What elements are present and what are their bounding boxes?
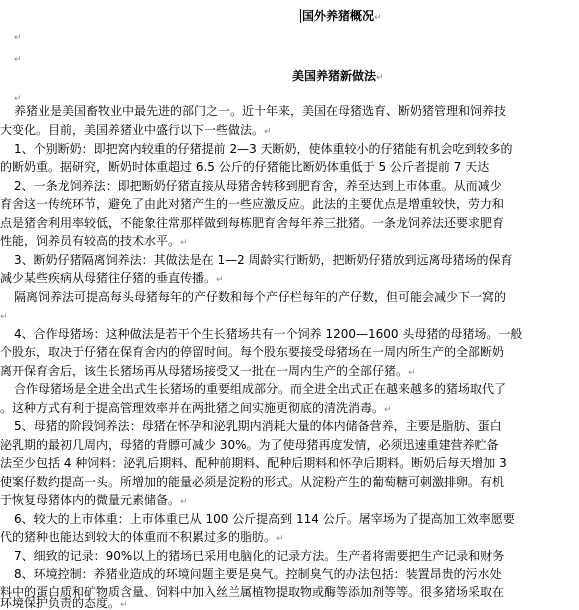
line-text: 点是猪舍利用率较低，不能象往常那样做到每栋肥育舍每年养三批猪。一条龙饲养法还要求肥育 [0,216,505,230]
body-line [0,324,579,344]
line-text: 性能，饲养员有较高的技术水平。 [0,234,181,248]
line-text: 5、母猪的阶段饲养法：母猪在怀孕和泌乳期内消耗大量的体内储备营养，主要是脂肪、蛋白 [14,419,502,433]
body-line [0,596,579,610]
body-line [0,139,579,159]
body-line [0,305,579,325]
body-line [0,509,579,529]
paragraph-mark-icon: ↵ [376,73,384,83]
line-text: 减少某些疾病从母猪往仔猪的垂直传播。 [0,271,217,285]
body-line [0,231,579,251]
line-text: 离开保育舍后，该生长猪场再从母猪场接受又一批在一周内生产的全部仔猪。 [0,364,409,378]
title-line [0,6,579,26]
paragraph-mark-icon: ↵ [120,600,128,610]
body-line [0,157,579,177]
line-text: 隔离饲养法可提高每头母猪每年的产仔数和每个产仔栏每年的产仔数，但可能会减少下一窝的 [14,290,507,304]
line-text: 1、个别断奶：即把窝内较重的仔猪提前 2—3 天断奶，使体重较小的仔猪能有机会吃到较多的 [14,142,513,156]
body-line [0,416,579,436]
body-line [0,361,579,381]
line-text: 于恢复母猪体内的微量元素储备。 [0,493,181,507]
body-line [0,194,579,214]
paragraph-mark-icon: ↵ [276,534,284,544]
line-text: 6、较大的上市体重：上市体重已从 100 公斤提高到 114 公斤。屠宰场为了提高加工效率愿要 [14,512,515,526]
body-line [0,546,579,566]
line-text: 合作母猪场是全进全出式生长猪场的重要组成部分。而全进全出式正在越来越多的猪场取代了 [14,382,507,396]
line-text: 环境保护负责的态度。 [0,596,121,610]
page-title: 国外养猪概况 [302,9,375,23]
empty-paragraph [0,48,579,68]
line-text: 的断奶重。据研究，断奶时体重超过 6.5 公斤的仔猪能比断奶体重低于 5 公斤者提前 7 天达 [0,160,490,174]
body-line [0,250,579,270]
paragraph-mark-icon: ↵ [14,94,22,104]
line-text: 泌乳期的最初几周内，母猪的背膘可减少 30%。为了使母猪再度发情，必须迅速重建营养贮备 [0,438,499,452]
line-text: 养猪业是美国畜牧业中最先进的部门之一。近十年来，美国在母猪选育、断奶猪管理和饲养技 [14,104,507,118]
subtitle-line [0,66,579,86]
paragraph-mark-icon: ↵ [14,55,22,65]
body-line [0,453,579,473]
body-line [0,287,579,307]
line-text: 大变化。目前，美国养猪业中盛行以下一些做法。 [0,123,265,137]
body-line [0,176,579,196]
line-text: 4、合作母猪场：这种做法是若干个生长猪场共有一个饲养 1200—1600 头母猪的母猪场。一般 [14,327,523,341]
body-line [0,398,579,418]
body-line [0,268,579,288]
line-text: 使案仔数约提高一头。所增加的能量必须是淀粉的形式。从淀粉产生的葡萄糖可刺激排卵。有机 [0,475,505,489]
empty-paragraph [0,26,579,46]
body-line [0,379,579,399]
body-line [0,564,579,584]
line-text: 个股东，取决于仔猪在保育舍内的停留时间。每个股东要接受母猪场在一周内所生产的全部断奶 [0,345,505,359]
paragraph-mark-icon: ↵ [264,127,272,137]
paragraph-mark-icon: ↵ [0,312,8,322]
paragraph-mark-icon: ↵ [180,497,188,507]
line-text: 育舍这一传统环节，避免了由此对猪产生的一些应激反应。此法的主要优点是增重较快，劳力和 [0,197,505,211]
line-text: 3、断奶仔猪隔离饲养法：其做法是在 1—2 周龄实行断奶，把断奶仔猪放到远离母猪场的保育 [14,253,513,267]
body-line [0,527,579,547]
paragraph-mark-icon: ↵ [384,405,392,415]
line-text: 料中的蛋白质和矿物质含量、饲料中加入丝兰属植物提取物或酶等添加剂等等。很多猪场采取在 [0,585,505,599]
line-text: 。这种方式有利于提高管理效率并在两批猪之间实施更彻底的清洗消毒。 [0,401,385,415]
paragraph-mark-icon: ↵ [216,275,224,285]
line-text: 7、细致的记录：90%以上的猪场已采用电脑化的记录方法。生产者将需要把生产记录和财务 [14,549,505,563]
line-text: 代的猪种也能达到较大的体重而不积累过多的脂肪。 [0,530,277,544]
body-line [0,101,579,121]
paragraph-mark-icon: ↵ [374,13,382,23]
body-line [0,490,579,510]
line-text: 2、一条龙饲养法：即把断奶仔猪直接从母猪舍转移到肥育舍，养至达到上市体重。从而减少 [14,179,502,193]
paragraph-mark-icon: ↵ [180,238,188,248]
body-line [0,435,579,455]
body-line [0,213,579,233]
section-title: 美国养猪新做法 [292,69,377,83]
body-line [0,472,579,492]
line-text: 法至少包括 4 种饲料：泌乳后期料、配种前期料、配种后期料和怀孕后期料。断奶后每天增加 3 [0,456,507,470]
paragraph-mark-icon: ↵ [408,368,416,378]
body-line [0,120,579,140]
line-text: 8、环境控制：养猪业造成的环境问题主要是臭气。控制臭气的办法包括：装置昂贵的污水处 [14,567,502,581]
paragraph-mark-icon: ↵ [14,33,22,43]
body-line [0,342,579,362]
